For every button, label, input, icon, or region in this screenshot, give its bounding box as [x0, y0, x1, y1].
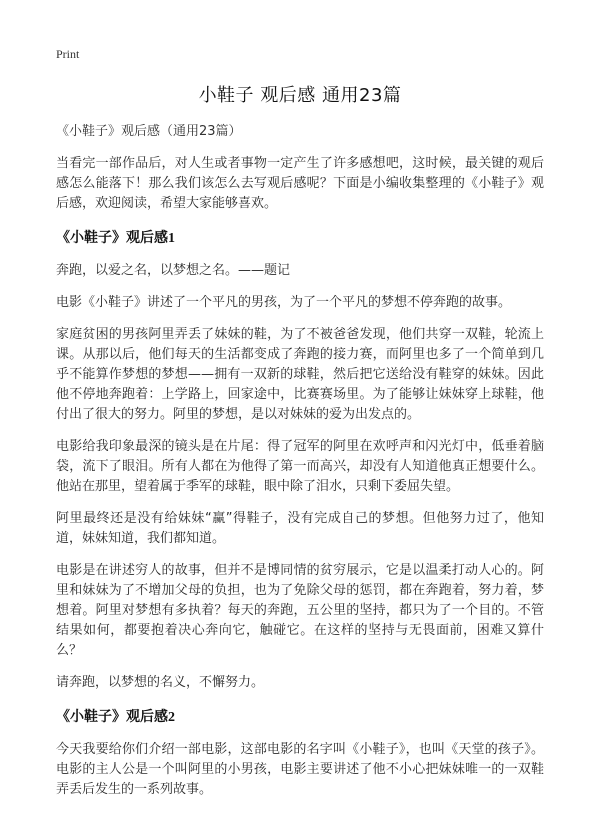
- document-subtitle: 《小鞋子》观后感（通用23篇）: [56, 124, 242, 139]
- section-1-paragraph-7: 请奔跑，以梦想的名义，不懈努力。: [56, 675, 265, 690]
- section-2-paragraph-1: 今天我要给你们介绍一部电影，这部电影的名字叫《小鞋子》，也叫《天堂的孩子》。电影的主人公是一个叫阿里的小男孩，电影主要讲述了他不小心把妹妹唯一的一双鞋弄丢后发生的一系列故事。: [56, 742, 544, 797]
- section-1-paragraph-2: 电影《小鞋子》讲述了一个平凡的男孩，为了一个平凡的梦想不停奔跑的故事。: [56, 295, 512, 310]
- section-1-paragraph-6: 电影是在讲述穷人的故事，但并不是博同情的贫穷展示，它是以温柔打动人心的。阿里和妹妹为了不增加父母的负担，也为了免除父母的惩罚，都在奔跑着，努力着，梦想着。阿里对梦想有多执着？每天的奔跑，五公里的坚持，都只为了一个目的。不管结果如何，都要抱着决心奔向它，触碰它。在这样的坚持与无畏面前，困难又算什么？: [56, 563, 544, 658]
- section-heading-1: [56, 228, 544, 249]
- section-heading-number: 2: [168, 710, 175, 725]
- section-1-paragraph-5: 阿里最终还是没有给妹妹“赢”得鞋子，没有完成自己的梦想。但他努力过了，他知道，妹妹知道，我们都知道。: [56, 511, 544, 546]
- intro-paragraph: 当看完一部作品后，对人生或者事物一定产生了许多感想吧，这时候，最关键的观后感怎么能落下！那么我们该怎么去写观后感呢？下面是小编收集整理的《小鞋子》观后感，欢迎阅读，希望大家能够喜欢。: [56, 156, 544, 211]
- document-title: 小鞋子 观后感 通用23篇: [198, 85, 402, 106]
- section-1-paragraph-4: 电影给我印象最深的镜头是在片尾：得了冠军的阿里在欢呼声和闪光灯中，低垂着脑袋，流下了眼泪。所有人都在为他得了第一而高兴，却没有人知道他真正想要什么。他站在那里，望着属于季军的球鞋，眼中除了泪水，只剩下委屈失望。: [56, 439, 544, 494]
- print-link[interactable]: Print: [56, 47, 80, 61]
- section-1-paragraph-1: 奔跑，以爱之名，以梦想之名。——题记: [56, 263, 291, 278]
- section-heading-number: 1: [168, 231, 175, 246]
- section-heading-text: 《小鞋子》观后感: [56, 230, 168, 246]
- section-1-paragraph-3: 家庭贫困的男孩阿里弄丢了妹妹的鞋，为了不被爸爸发现，他们共穿一双鞋，轮流上课。从那以后，他们每天的生活都变成了奔跑的接力赛，而阿里也多了一个简单到几乎不能算作梦想的梦想——拥有一双新的球鞋，然后把它送给没有鞋穿的妹妹。因此他不停地奔跑着：上学路上，回家途中，比赛赛场里。为了能够让妹妹穿上球鞋，他付出了很大的努力。阿里的梦想，是以对妹妹的爱为出发点的。: [56, 327, 544, 422]
- section-heading-text: 《小鞋子》观后感: [56, 709, 168, 725]
- section-heading-2: [56, 707, 544, 728]
